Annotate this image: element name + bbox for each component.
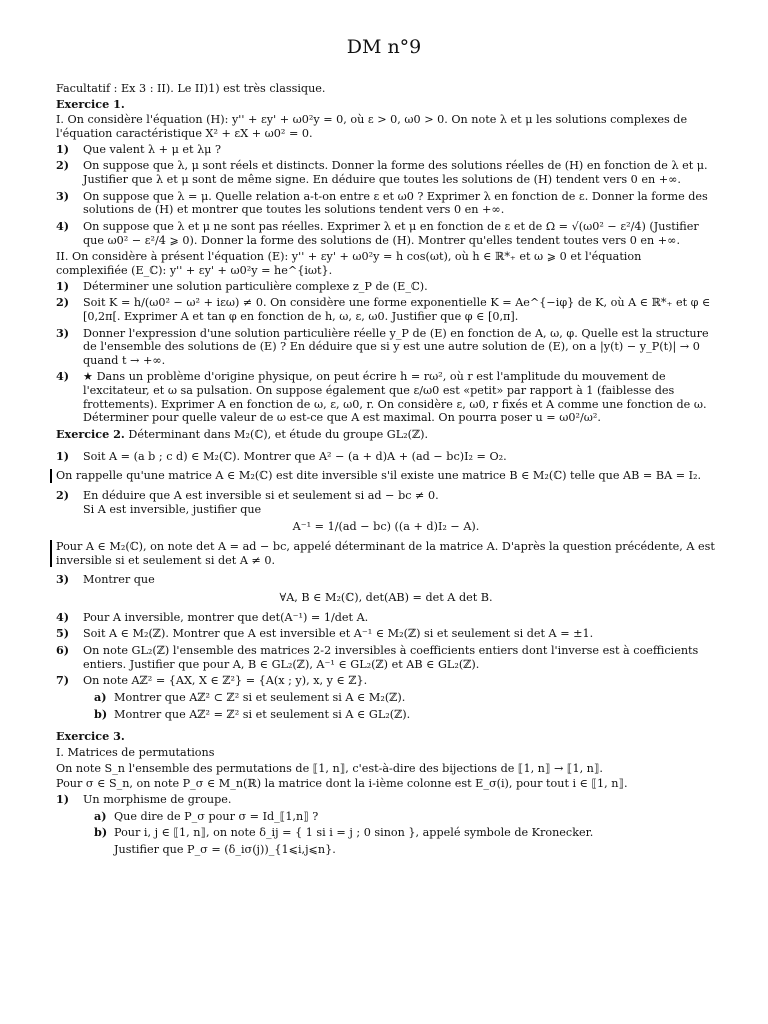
- question-number: 6): [56, 642, 70, 657]
- ex1-part2-statement: II. On considère à présent l'équation (E): y'' + εy' + ω0²y = h cos(ωt), où h ∈ ℝ*₊ et ω ⩾ 0 et l'équation complexifiée (E_ℂ): y'' + εy' + ω0²y = he^{iωt}.: [56, 250, 642, 277]
- ex1-part2-question-3: [56, 327, 716, 368]
- question-text: Montrer que Aℤ² ⊂ ℤ² si et seulement si A ∈ M₂(ℤ).: [114, 690, 406, 704]
- ex1-part2-question-2: [56, 296, 716, 323]
- ex3-question-1a: [56, 810, 716, 824]
- question-text: Montrer que: [83, 573, 155, 587]
- ex2-question-7a: [56, 691, 716, 705]
- question-text: On suppose que λ et μ ne sont pas réelles. Exprimer λ et μ en fonction de ε et de Ω = √(ω0² − ε²/4) (Justifier que ω0² − ε²/4 ⩾ 0). Donner la forme des solutions de (H). Montrer qu'elles tendent toutes vers 0 en +∞.: [83, 219, 699, 247]
- question-number: 1): [56, 141, 70, 156]
- ex3-line-1: On note S_n l'ensemble des permutations de ⟦1, n⟧, c'est-à-dire des bijections de ⟦1, n⟧ → ⟦1, n⟧.: [56, 761, 603, 775]
- question-text: Soit A ∈ M₂(ℤ). Montrer que A est inversible et A⁻¹ ∈ M₂(ℤ) si et seulement si det A = ±1.: [83, 627, 594, 641]
- ex2-question-5: [56, 627, 716, 641]
- ex1-question-4: [56, 220, 716, 247]
- question-text: On note Aℤ² = {AX, X ∈ ℤ²} = {A(x ; y), x, y ∈ ℤ}.: [83, 674, 368, 688]
- ex2-question-3: [56, 573, 716, 587]
- exercise-2-subtitle: Déterminant dans M₂(ℂ), et étude du groupe GL₂(ℤ).: [128, 428, 429, 442]
- remark-text: Pour A ∈ M₂(ℂ), on note det A = ad − bc, appelé déterminant de la matrice A. D'après la question précédente, A est inversible si et seulement si det A ≠ 0.: [56, 540, 715, 567]
- question-text: Donner l'expression d'une solution particulière réelle y_P de (E) en fonction de A, ω, φ. Quelle est la structure de l'ensemble des solutions de (E) ? En déduire que si y est une autre solution de (E), on a |y(t) − y_P(t)| → 0 quand t → +∞.: [83, 326, 709, 367]
- ex1-question-3: [56, 190, 716, 217]
- question-number: 4): [56, 218, 70, 233]
- question-number: 4): [56, 609, 70, 624]
- determinant-formula: ∀A, B ∈ M₂(ℂ), det(AB) = det A det B.: [279, 591, 493, 604]
- question-text: Déterminer une solution particulière complexe z_P de (E_ℂ).: [83, 279, 428, 293]
- subquestion-letter: b): [94, 825, 108, 840]
- question-text: Justifier que P_σ = (δ_iσ(j))_{1⩽i,j⩽n}.: [114, 842, 336, 856]
- ex3-question-1b-continued: [56, 843, 716, 857]
- subquestion-letter: b): [94, 706, 108, 721]
- question-text: Montrer que Aℤ² = ℤ² si et seulement si A ∈ GL₂(ℤ).: [114, 707, 411, 721]
- intro-line: Facultatif : Ex 3 : II). Le II)1) est très classique.: [56, 82, 326, 95]
- page-title: DM n°9: [346, 36, 422, 58]
- subquestion-letter: a): [94, 808, 107, 823]
- ex3-part1-heading: I. Matrices de permutations: [56, 745, 215, 759]
- ex2-question-7: [56, 674, 716, 688]
- subquestion-letter: a): [94, 689, 107, 704]
- question-number: 2): [56, 295, 70, 310]
- question-text: Pour i, j ∈ ⟦1, n⟧, on note δ_ij = { 1 si i = j ; 0 sinon }, appelé symbole de Kronecker.: [114, 826, 594, 840]
- question-number: 3): [56, 572, 70, 587]
- question-text: Un morphisme de groupe.: [83, 792, 232, 806]
- question-text: Que valent λ + μ et λμ ?: [83, 142, 221, 156]
- ex2-question-7b: [56, 708, 716, 722]
- remark-text: On rappelle qu'une matrice A ∈ M₂(ℂ) est dite inversible s'il existe une matrice B ∈ M₂(ℂ) telle que AB = BA = I₂.: [56, 469, 702, 483]
- exercise-2-title: Exercice 2.: [56, 427, 125, 442]
- question-number: 1): [56, 791, 70, 806]
- ex1-part2-question-1: [56, 280, 716, 294]
- ex1-question-1: [56, 143, 716, 157]
- question-text: En déduire que A est inversible si et seulement si ad − bc ≠ 0.: [83, 489, 439, 503]
- question-text: Que dire de P_σ pour σ = Id_⟦1,n⟧ ?: [114, 809, 319, 823]
- document-body: [56, 82, 716, 860]
- question-text: On note GL₂(ℤ) l'ensemble des matrices 2-2 inversibles à coefficients entiers dont l'inverse est à coefficients entiers. Justifier que pour A, B ∈ GL₂(ℤ), A⁻¹ ∈ GL₂(ℤ) et AB ∈ GL₂(ℤ).: [83, 643, 699, 671]
- question-text: On suppose que λ = μ. Quelle relation a-t-on entre ε et ω0 ? Exprimer λ en fonction de ε. Donner la forme des solutions de (H) et montrer que toutes les solutions tendent vers 0 en +∞.: [83, 189, 708, 217]
- question-number: 7): [56, 673, 70, 688]
- question-number: 5): [56, 626, 70, 641]
- exercise-1-heading: Exercice 1.: [56, 96, 125, 111]
- question-number: 2): [56, 158, 70, 173]
- question-text: Pour A inversible, montrer que det(A⁻¹) = 1/det A.: [83, 610, 369, 624]
- question-text: Soit K = h/(ω0² − ω² + iεω) ≠ 0. On considère une forme exponentielle K = Ae^{−iφ} de K, où A ∈ ℝ*₊ et φ ∈ [0,2π[. Exprimer A et tan φ en fonction de h, ω, ε, ω0. Justifier que φ ∈ [0,π].: [83, 296, 711, 323]
- inverse-formula: A⁻¹ = 1/(ad − bc) ((a + d)I₂ − A).: [292, 520, 480, 534]
- ex2-question-6: [56, 644, 716, 671]
- question-number: 4): [56, 369, 70, 384]
- ex2-question-2: [56, 489, 716, 516]
- ex1-part1-statement: I. On considère l'équation (H): y'' + εy' + ω0²y = 0, où ε > 0, ω0 > 0. On note λ et μ les solutions complexes de l'équation caractéristique X² + εX + ω0² = 0.: [56, 113, 688, 140]
- ex2-question-1: [56, 450, 716, 464]
- ex2-remark-1: [50, 469, 716, 483]
- ex1-part2-question-4: [56, 370, 716, 425]
- question-number: 1): [56, 278, 70, 293]
- question-text: On suppose que λ, μ sont réels et distincts. Donner la forme des solutions réelles de (H) en fonction de λ et μ. Justifier que λ et μ sont de même signe. En déduire que toutes les solutions de (H) tendent vers 0 en +∞.: [83, 159, 708, 186]
- question-number: 2): [56, 488, 70, 503]
- ex3-question-1b: [56, 826, 716, 840]
- question-text: Soit A = (a b ; c d) ∈ M₂(ℂ). Montrer que A² − (a + d)A + (ad − bc)I₂ = O₂.: [83, 449, 507, 463]
- question-number: 3): [56, 325, 70, 340]
- ex2-remark-2: [50, 540, 716, 567]
- ex3-line-2: Pour σ ∈ S_n, on note P_σ ∈ M_n(ℝ) la matrice dont la i-ième colonne est E_σ(i), pour tout i ∈ ⟦1, n⟧.: [56, 777, 628, 791]
- question-text: ★ Dans un problème d'origine physique, on peut écrire h = rω², où r est l'amplitude du mouvement de l'excitateur, et ω sa pulsation. On suppose également que ε/ω0 est «petit» par rapport à 1 (faiblesse des frottements). Exprimer A en fonction de ω, ε, ω0, r. On considère ε, ω0, r fixés et A comme une fonction de ω. Déterminer pour quelle valeur de ω est-ce que A est maximal. On pourra poser u = ω0²/ω².: [83, 370, 707, 425]
- exercise-2-heading: [56, 428, 716, 442]
- ex2-question-4: [56, 611, 716, 625]
- exercise-3-heading: Exercice 3.: [56, 729, 125, 744]
- ex3-question-1: [56, 793, 716, 807]
- question-number: 3): [56, 188, 70, 203]
- question-text-continued: Si A est inversible, justifier que: [83, 502, 262, 516]
- ex1-question-2: [56, 159, 716, 186]
- question-number: 1): [56, 448, 70, 463]
